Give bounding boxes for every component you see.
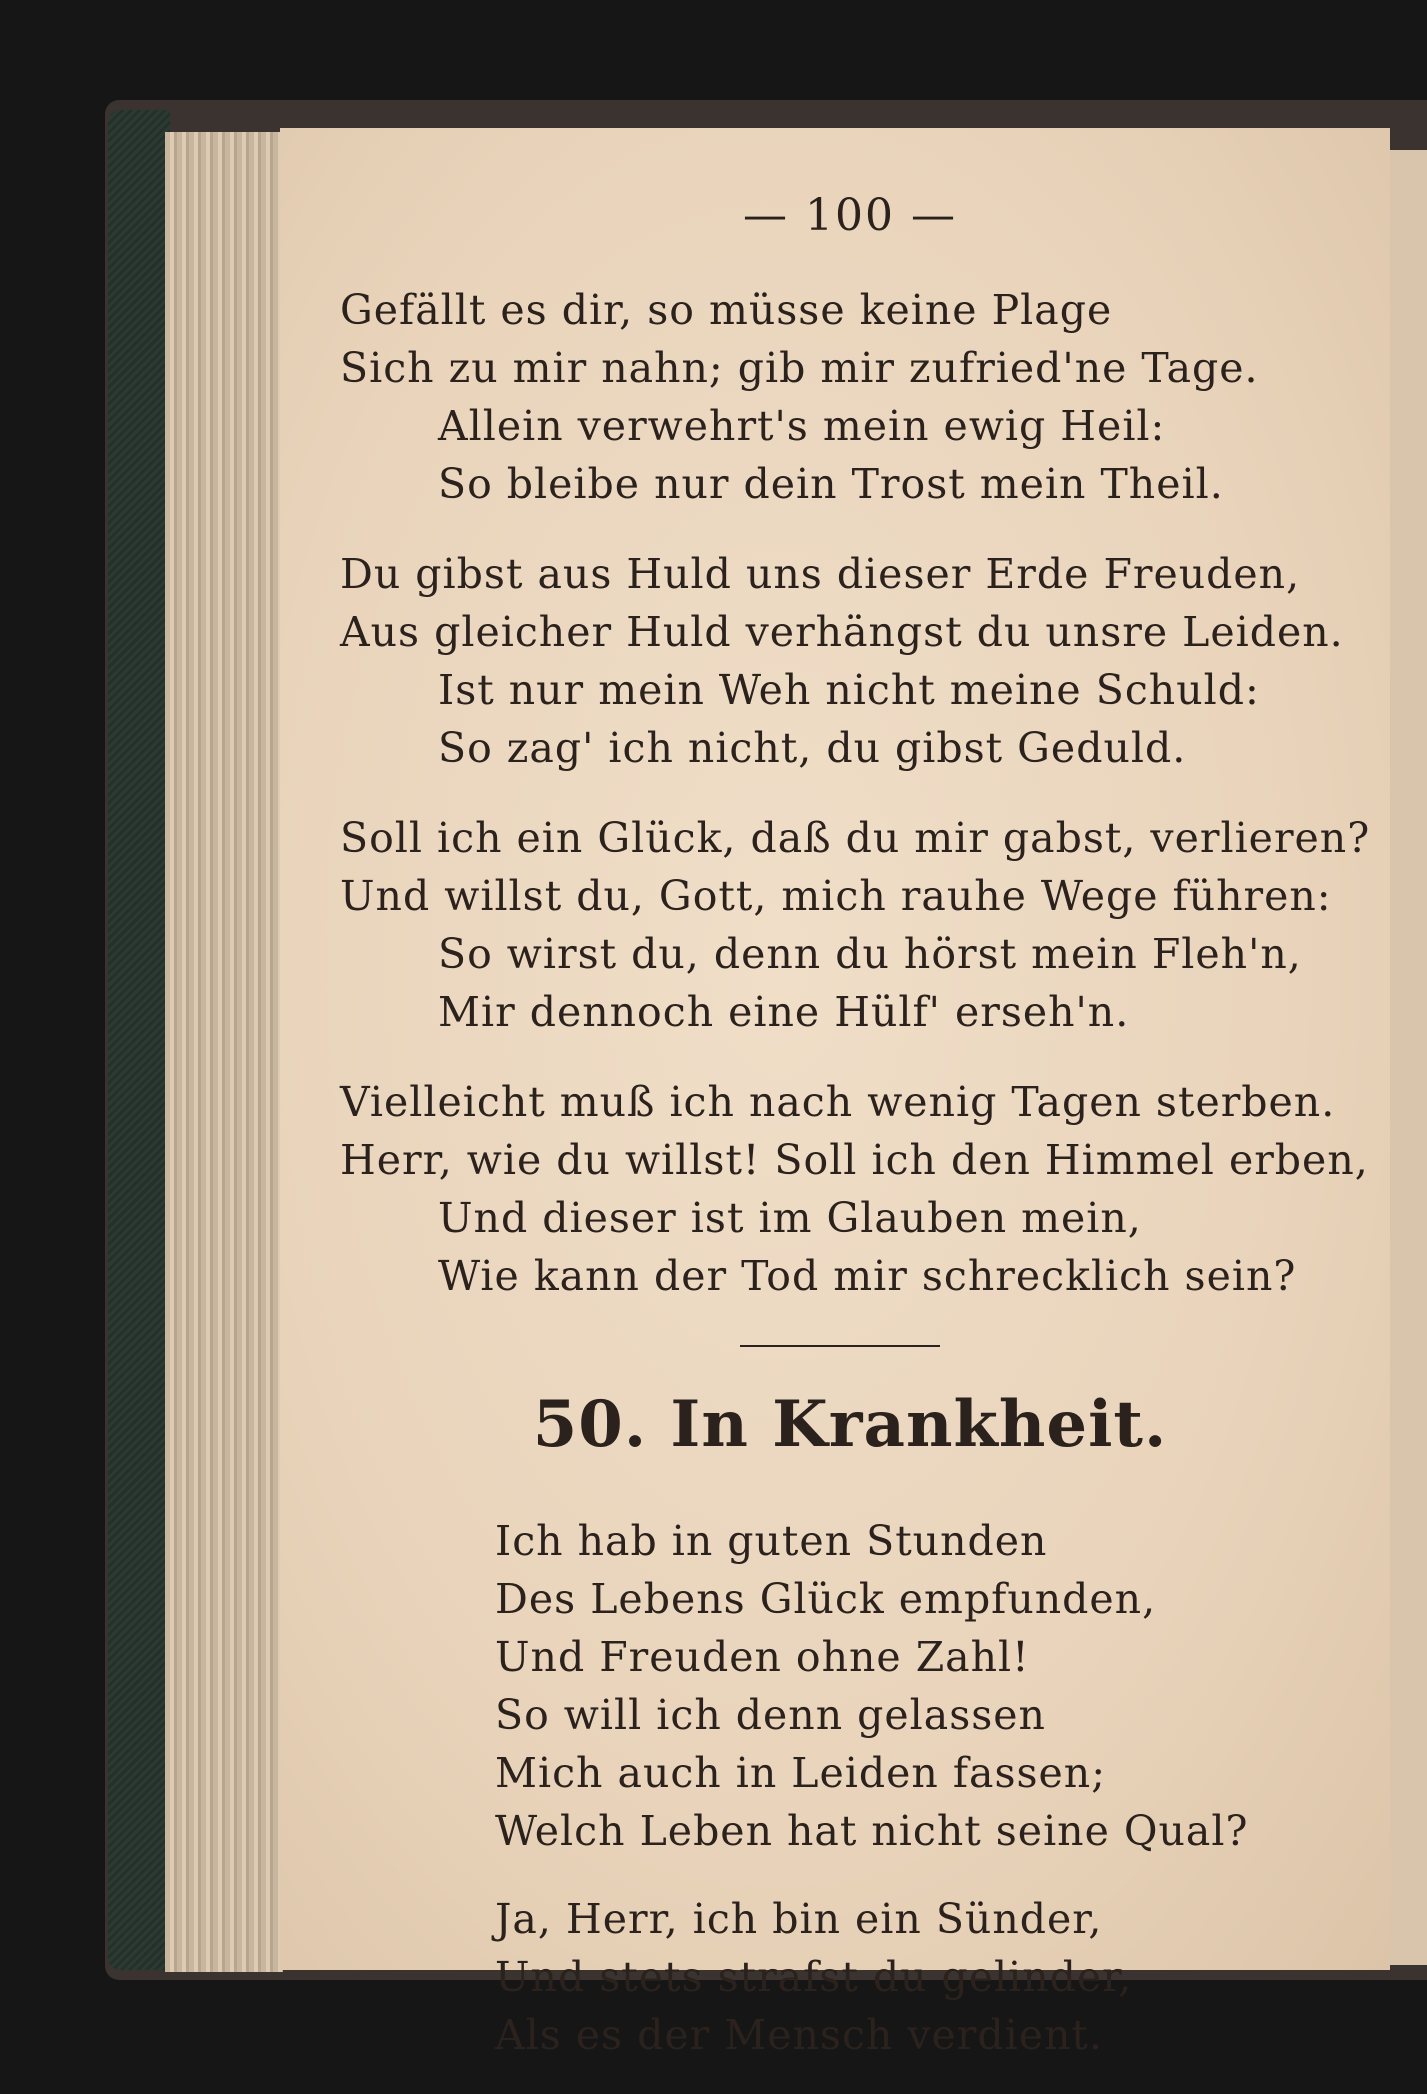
- stanza: [340, 809, 1371, 1041]
- verse-line: Und stets strafst du gelinder,: [495, 1953, 1133, 2001]
- verse-line: Wie kann der Tod mir schrecklich sein?: [438, 1252, 1297, 1300]
- verse-line: So bleibe nur dein Trost mein Theil.: [438, 460, 1224, 508]
- verse-line: Vielleicht muß ich nach wenig Tagen sterben.: [340, 1078, 1336, 1126]
- verse-line: So will ich denn gelassen: [495, 1691, 1046, 1739]
- verse-line: Sich zu mir nahn; gib mir zufried'ne Tage.: [340, 344, 1259, 392]
- verse-line: Ich hab in guten Stunden: [495, 1517, 1048, 1565]
- verse-line: So zag' ich nicht, du gibst Geduld.: [438, 724, 1187, 772]
- verse-line: Aus gleicher Huld verhängst du unsre Leiden.: [340, 608, 1344, 656]
- verse-line: Ja, Herr, ich bin ein Sünder,: [495, 1895, 1103, 1943]
- page-edges: [165, 132, 283, 1972]
- verse-line: Soll ich ein Glück, daß du mir gabst, verlieren?: [340, 814, 1371, 862]
- verse-line: So wirst du, denn du hörst mein Fleh'n,: [438, 930, 1302, 978]
- section-divider: [740, 1345, 940, 1347]
- verse-line: Mich auch in Leiden fassen;: [495, 1749, 1107, 1797]
- section-heading: 50. In Krankheit.: [532, 1387, 1168, 1462]
- verse-line: Welch Leben hat nicht seine Qual?: [495, 1807, 1249, 1855]
- stanza: [340, 281, 1320, 513]
- stanza: [340, 545, 1344, 777]
- stanza: [495, 1512, 1320, 1860]
- verse-line: Und dieser ist im Glauben mein,: [438, 1194, 1142, 1242]
- verse-line: Gefällt es dir, so müsse keine Plage: [340, 286, 1113, 334]
- stanza: [340, 1073, 1369, 1305]
- verse-line: Und Freuden ohne Zahl!: [495, 1633, 1030, 1681]
- verse-line: Mir dennoch eine Hülf' erseh'n.: [438, 988, 1130, 1036]
- verse-line: Ist nur mein Weh nicht meine Schuld:: [438, 666, 1260, 714]
- page-text: [340, 180, 1371, 2094]
- verse-line: Herr, wie du willst! Soll ich den Himmel erben,: [340, 1136, 1369, 1184]
- verse-line: Allein verwehrt's mein ewig Heil:: [438, 402, 1166, 450]
- stanza: [495, 1890, 1320, 2064]
- verse-line: Des Lebens Glück empfunden,: [495, 1575, 1157, 1623]
- facing-page-edge: [1388, 150, 1427, 1965]
- verse-line: Und willst du, Gott, mich rauhe Wege führen:: [340, 872, 1332, 920]
- book-cover-edge: [108, 110, 170, 1970]
- verse-line: Du gibst aus Huld uns dieser Erde Freuden,: [340, 550, 1301, 598]
- page-number: — 100 —: [743, 190, 957, 241]
- verse-line: Als es der Mensch verdient.: [495, 2011, 1103, 2059]
